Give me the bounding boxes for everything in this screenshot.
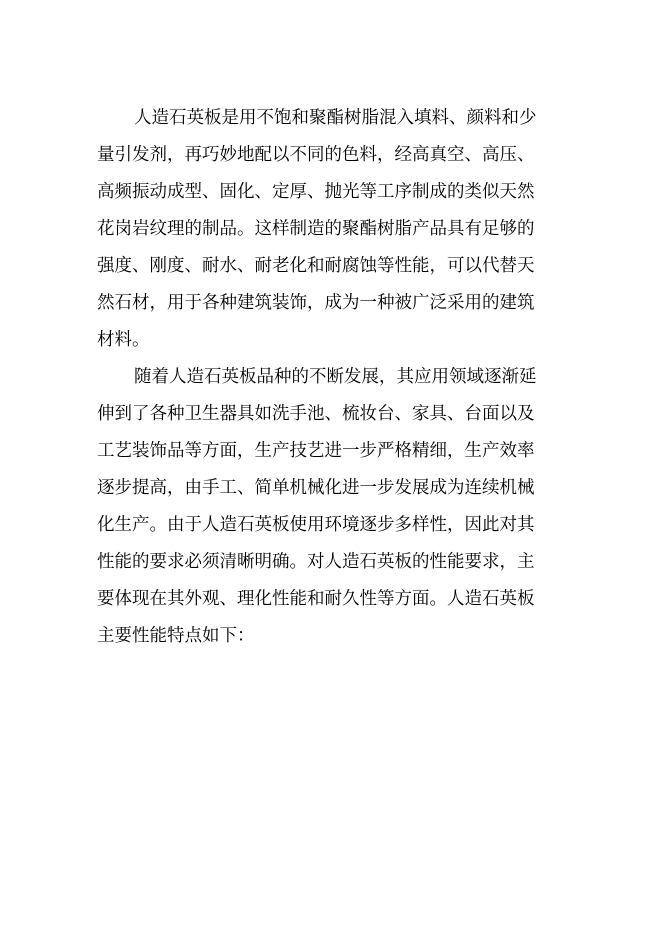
text-line: 高频振动成型、固化、定厚、抛光等工序制成的类似天然: [97, 182, 535, 202]
text-line: 强度、刚度、耐水、耐老化和耐腐蚀等性能，可以代替天: [97, 256, 535, 276]
paragraph-1: [97, 100, 547, 359]
text-line: 主要性能特点如下：: [97, 626, 255, 646]
text-line: 性能的要求必须清晰明确。对人造石英板的性能要求，主: [97, 552, 535, 572]
text-line: 工艺装饰品等方面，生产技艺进一步严格精细，生产效率: [97, 441, 535, 461]
text-line: 要体现在其外观、理化性能和耐久性等方面。人造石英板: [97, 589, 535, 609]
text-line: 人造石英板是用不饱和聚酯树脂混入填料、颜料和少: [134, 108, 537, 128]
document-body: [97, 100, 547, 655]
text-line: 伸到了各种卫生器具如洗手池、梳妆台、家具、台面以及: [97, 404, 535, 424]
paragraph-2: [97, 359, 547, 655]
text-line: 花岗岩纹理的制品。这样制造的聚酯树脂产品具有足够的: [97, 219, 535, 239]
text-line: 然石材，用于各种建筑装饰，成为一种被广泛采用的建筑: [97, 293, 535, 313]
text-line: 随着人造石英板品种的不断发展，其应用领域逐渐延: [134, 367, 537, 387]
text-line: 逐步提高，由手工、简单机械化进一步发展成为连续机械: [97, 478, 535, 498]
text-line: 量引发剂，再巧妙地配以不同的色料，经高真空、高压、: [97, 145, 535, 165]
text-line: 化生产。由于人造石英板使用环境逐步多样性，因此对其: [97, 515, 535, 535]
text-line: 材料。: [97, 330, 150, 350]
